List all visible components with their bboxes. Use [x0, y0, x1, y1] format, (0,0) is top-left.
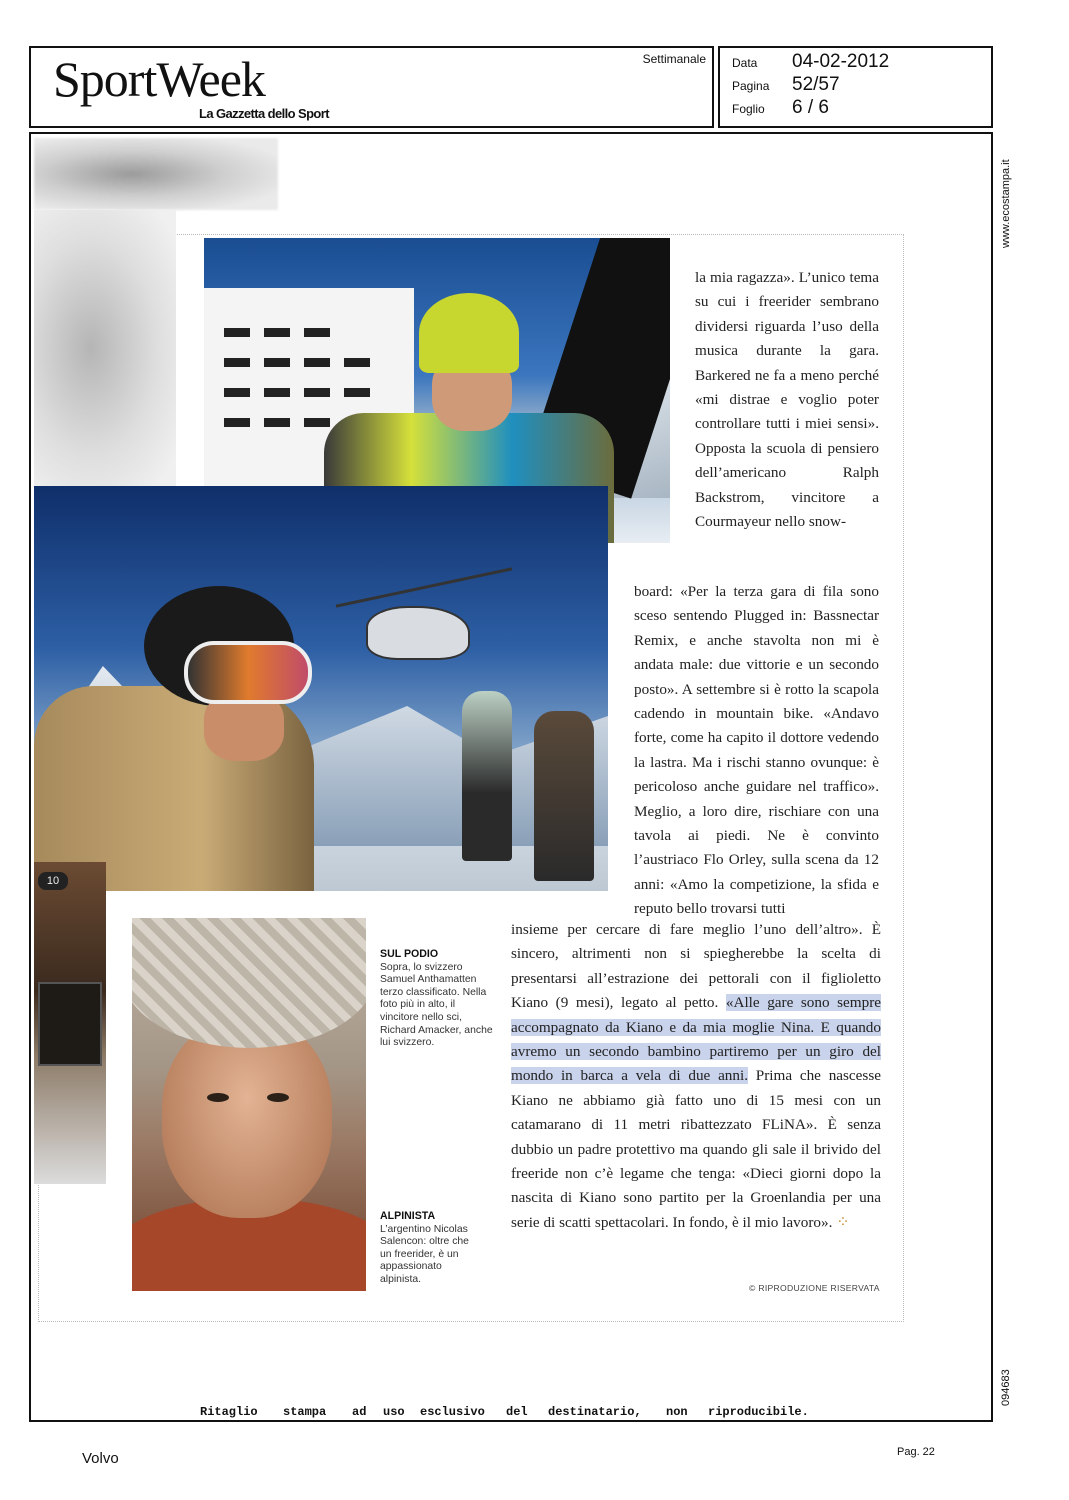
side-url-text: www.ecostampa.it	[1000, 159, 1012, 248]
side-code-text: 094683	[1000, 1369, 1012, 1406]
logo-sportweek: SportWeek	[53, 51, 265, 107]
disclaimer-word: destinatario,	[548, 1405, 642, 1419]
helicopter	[366, 606, 470, 660]
caption-podio-title: SUL PODIO	[380, 948, 439, 960]
disclaimer-word: Ritaglio	[200, 1405, 258, 1419]
article-text: insieme per cercare di fare meglio l’uno dell’altro». È sincero, altrimenti non si spiegherebbe la scelta di presentarsi all’estrazione dei pettorali con il figlioletto Kiano (9 mesi), legato al petto.	[511, 921, 881, 1012]
article-column-mid: board: «Per la terza gara di fila sono sceso sentendo Plugged in: Bassnectar Remix, e anche stavolta non mi è andata male: due vittorie e un secondo posto». A settembre si è rotto la scapola cadendo in mountain bike. «Andavo forte, come ha capito il dottore vedendo la lastra. Ma i rischi stanno ovunque: è pericoloso anche guidare nel traffico». Meglio, a loro dire, rischiare con una tavola ai piedi. Ne è convinto l’austriaco Flo Orley, sulla scena da 12 anni: «Amo la competizione, la sfida e reputo bello trovarsi tutti	[634, 583, 879, 918]
blurred-area-left	[34, 210, 176, 486]
article-text-end: Prima che nascesse Kiano ne abbiamo già fatto uno di 15 mesi con un catamarano di 11 metri ribattezzato FLiNA». È senza dubbio un padre protettivo ma quando gli sale il brivido del freeride non c’è legame che tenga: «Dieci giorni dopo la nascita di Kiano sono partito per la Groenlandia per una serie di scatti spettacolari. In fondo, è il mio lavoro».	[511, 1067, 881, 1231]
meta-value-data: 04-02-2012	[792, 51, 890, 72]
disclaimer-word: uso	[383, 1405, 405, 1419]
clipping-disclaimer	[40, 1405, 980, 1421]
meta-value-pagina: 52/57	[792, 74, 840, 95]
caption-podio-text: Sopra, lo svizzero Samuel Anthamatten terzo classificato. Nella foto più in alto, il vincitore nello sci, Richard Amacker, anche lui svizzero.	[380, 961, 493, 1049]
article-column-wide	[511, 918, 881, 1235]
disclaimer-word: del	[506, 1405, 528, 1419]
article-column-narrow: la mia ragazza». L’unico tema su cui i freerider sembrano dividersi riguarda l’uso della musica durante la gara. Barkered ne fa a meno perché «mi distrae e voglio poter controllare tutti i miei sensi». Opposta la scuola di pensiero dell’americano Ralph Backstrom, vincitore a Courmayeur nello snow-	[695, 269, 879, 531]
photo-wall-detail	[34, 862, 106, 1184]
photo-skier-helicopter	[34, 486, 608, 891]
disclaimer-word: esclusivo	[420, 1405, 485, 1419]
meta-label-foglio: Foglio	[732, 102, 765, 116]
disclaimer-word: stampa	[283, 1405, 327, 1419]
side-url	[996, 148, 1018, 248]
meta-label-data: Data	[732, 56, 758, 70]
disclaimer-word: riproducibile.	[708, 1405, 809, 1419]
footer-page: Pag. 22	[897, 1446, 935, 1458]
blurred-area	[34, 138, 278, 210]
side-code	[996, 1360, 1018, 1406]
disclaimer-word: ad	[352, 1405, 367, 1419]
issue-meta	[718, 46, 993, 128]
caption-alpinista	[380, 1210, 480, 1287]
periodicity: Settimanale	[642, 52, 706, 66]
copyright-note: © RIPRODUZIONE RISERVATA	[749, 1283, 880, 1293]
caption-alpinista-title: ALPINISTA	[380, 1210, 436, 1222]
meta-value-foglio: 6 / 6	[792, 97, 829, 118]
meta-label-pagina: Pagina	[732, 79, 770, 93]
caption-alpinista-text: L’argentino Nicolas Salencon: oltre che un freerider, è un appassionato alpinista.	[380, 1223, 469, 1285]
newspaper-header	[29, 46, 714, 128]
door-number: 10	[38, 872, 68, 890]
caption-podio	[380, 948, 495, 1050]
footer-client: Volvo	[82, 1450, 119, 1467]
logo-gazzetta: La Gazzetta dello Sport	[199, 106, 329, 121]
disclaimer-word: non	[666, 1405, 688, 1419]
photo-alpinist-portrait	[132, 918, 366, 1291]
highlighted-quote: «Alle gare sono sempre accompagnato da Kiano e da mia moglie Nina. E quando avremo un secondo bambino partiremo per un giro del mondo in barca a vela di due anni.	[511, 994, 881, 1085]
end-sign-icon: ⁘	[836, 1213, 851, 1231]
